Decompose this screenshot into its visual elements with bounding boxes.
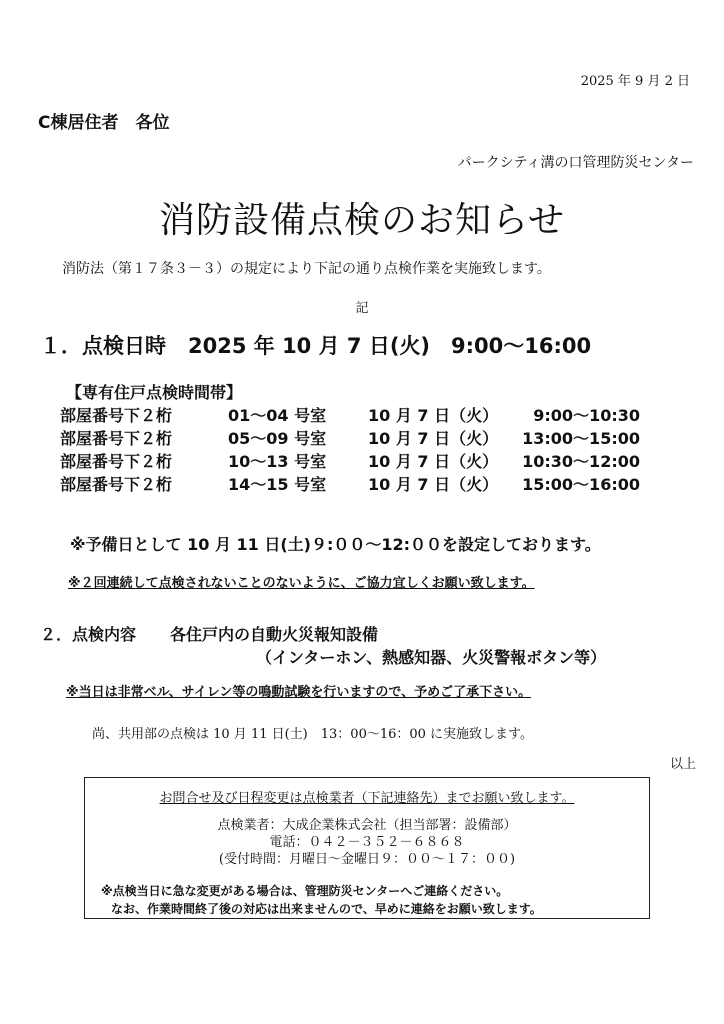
schedule-digits: 部屋番号下２桁 bbox=[60, 406, 173, 425]
contact-phone: 電話：０４２－３５２－６８６８ bbox=[269, 835, 465, 850]
inspection-content-detail: （インターホン、熱感知器、火災警報ボタン等） bbox=[256, 648, 607, 667]
schedule-date: 10 月 7 日（火） bbox=[368, 406, 499, 425]
schedule-rooms: 01～04 号室 bbox=[228, 406, 327, 425]
sender: パークシティ溝の口管理防災センター bbox=[457, 155, 694, 171]
schedule-time: 13:00～15:00 bbox=[522, 429, 640, 448]
schedule-digits: 部屋番号下２桁 bbox=[60, 452, 173, 471]
inspection-content-value: 各住戸内の自動火災報知設備 bbox=[170, 625, 379, 644]
schedule-heading: 【専有住戸点検時間帯】 bbox=[66, 383, 243, 402]
schedule-date: 10 月 7 日（火） bbox=[368, 475, 499, 494]
common-area-notice: 尚、共用部の点検は 10 月 11 日(土) 13：00～16：00 に実施致します。 bbox=[92, 727, 534, 742]
cooperation-note: ※２回連続して点検されないことのないように、ご協力宜しくお願い致します。 bbox=[68, 576, 535, 591]
schedule-date: 10 月 7 日（火） bbox=[368, 429, 499, 448]
schedule-time: 15:00～16:00 bbox=[522, 475, 640, 494]
addressee: C棟居住者 各位 bbox=[38, 113, 170, 133]
schedule-row bbox=[60, 427, 640, 450]
contact-details bbox=[85, 817, 649, 868]
ki-mark: 記 bbox=[355, 301, 369, 316]
schedule-time: 10:30～12:00 bbox=[522, 452, 640, 471]
closing-mark: 以上 bbox=[669, 757, 696, 772]
inspection-content-label: ２．点検内容 bbox=[40, 625, 137, 644]
intro-text: 消防法（第１７条３－３）の規定により下記の通り点検作業を実施致します。 bbox=[62, 261, 551, 277]
page-title: 消防設備点検のお知らせ bbox=[159, 200, 565, 241]
inspection-datetime-value: 2025 年 10 月 7 日(火) 9:00～16:00 bbox=[188, 334, 592, 358]
schedule-time: 9:00～10:30 bbox=[533, 406, 640, 425]
schedule-row bbox=[60, 473, 640, 496]
contact-heading: お問合せ及び日程変更は点検業者（下記連絡先）までお願い致します。 bbox=[159, 791, 575, 806]
schedule-rooms: 10～13 号室 bbox=[228, 452, 327, 471]
schedule-row bbox=[60, 450, 640, 473]
schedule-digits: 部屋番号下２桁 bbox=[60, 475, 173, 494]
contact-company: 点検業者：大成企業株式会社（担当部署：設備部） bbox=[217, 818, 517, 833]
inspection-content bbox=[40, 622, 378, 645]
contact-hours: (受付時間：月曜日～金曜日９：００～１７：００) bbox=[218, 852, 516, 867]
inspection-datetime bbox=[40, 330, 591, 360]
schedule-table bbox=[60, 404, 640, 496]
schedule-date: 10 月 7 日（火） bbox=[368, 452, 499, 471]
after-hours-note: なお、作業時間終了後の対応は出来ませんので、早めに連絡をお願い致します。 bbox=[111, 902, 542, 916]
inspection-datetime-label: １．点検日時 bbox=[40, 334, 166, 358]
schedule-rooms: 05～09 号室 bbox=[228, 429, 327, 448]
contact-box bbox=[84, 777, 650, 919]
alarm-test-note: ※当日は非常ベル、サイレン等の鳴動試験を行いますので、予めご了承下さい。 bbox=[66, 685, 532, 700]
reserve-day-notice: ※予備日として 10 月 11 日(土)９:００～12:００を設定しております。 bbox=[70, 535, 601, 554]
schedule-row bbox=[60, 404, 640, 427]
urgent-change-note: ※点検当日に急な変更がある場合は、管理防災センターへご連絡ください。 bbox=[101, 884, 509, 898]
schedule-digits: 部屋番号下２桁 bbox=[60, 429, 173, 448]
notice-date: 2025 年 9 月 2 日 bbox=[580, 74, 690, 89]
schedule-rooms: 14～15 号室 bbox=[228, 475, 327, 494]
